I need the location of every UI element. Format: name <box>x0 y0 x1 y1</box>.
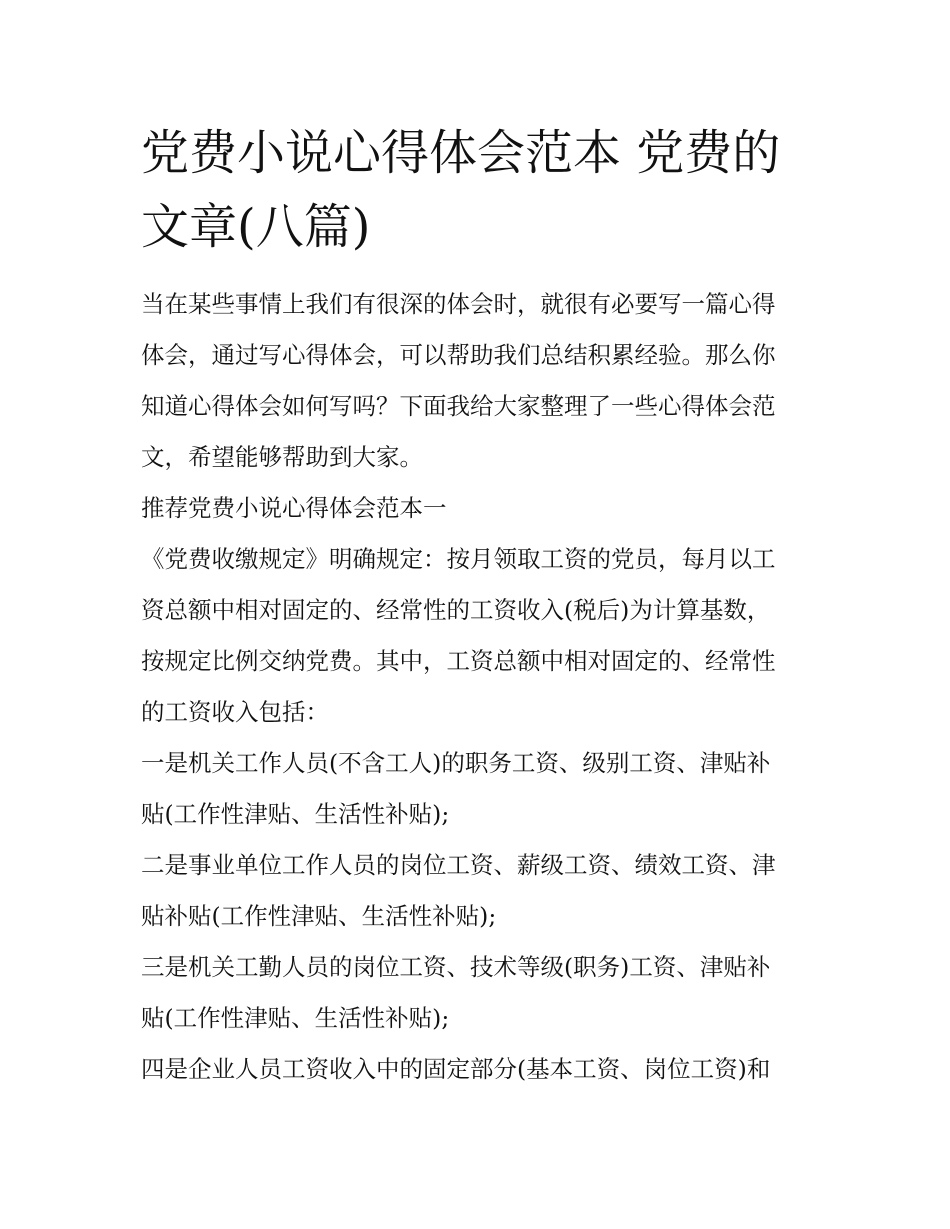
list-item-line: 贴(工作性津贴、生活性补贴); <box>141 1004 450 1032</box>
list-item-line: 四是企业人员工资收入中的固定部分(基本工资、岗位工资)和 <box>141 1055 771 1083</box>
list-item-line: 贴补贴(工作性津贴、生活性补贴); <box>141 902 497 930</box>
title-line: 党费小说心得体会范本 党费的 <box>141 125 781 181</box>
document-body <box>141 279 821 1095</box>
body-line: 知道心得体会如何写吗？下面我给大家整理了一些心得体会范 <box>141 392 776 420</box>
section-heading: 推荐党费小说心得体会范本一 <box>141 494 447 522</box>
body-line: 资总额中相对固定的、经常性的工资收入(税后)为计算基数， <box>141 596 771 624</box>
body-line: 当在某些事情上我们有很深的体会时，就很有必要写一篇心得 <box>141 290 776 318</box>
body-line: 按规定比例交纳党费。其中，工资总额中相对固定的、经常性 <box>141 647 776 675</box>
list-item-line: 贴(工作性津贴、生活性补贴); <box>141 800 450 828</box>
list-item-line: 二是事业单位工作人员的岗位工资、薪级工资、绩效工资、津 <box>141 851 776 879</box>
body-line: 《党费收缴规定》明确规定：按月领取工资的党员，每月以工 <box>141 545 776 573</box>
list-item-line: 一是机关工作人员(不含工人)的职务工资、级别工资、津贴补 <box>141 749 771 777</box>
title-line: 文章(八篇) <box>141 199 371 255</box>
body-line: 体会，通过写心得体会，可以帮助我们总结积累经验。那么你 <box>141 341 776 369</box>
document-title <box>141 116 821 264</box>
list-item-line: 三是机关工勤人员的岗位工资、技术等级(职务)工资、津贴补 <box>141 953 771 981</box>
body-line: 的工资收入包括： <box>141 698 329 726</box>
body-line: 文，希望能够帮助到大家。 <box>141 443 423 471</box>
